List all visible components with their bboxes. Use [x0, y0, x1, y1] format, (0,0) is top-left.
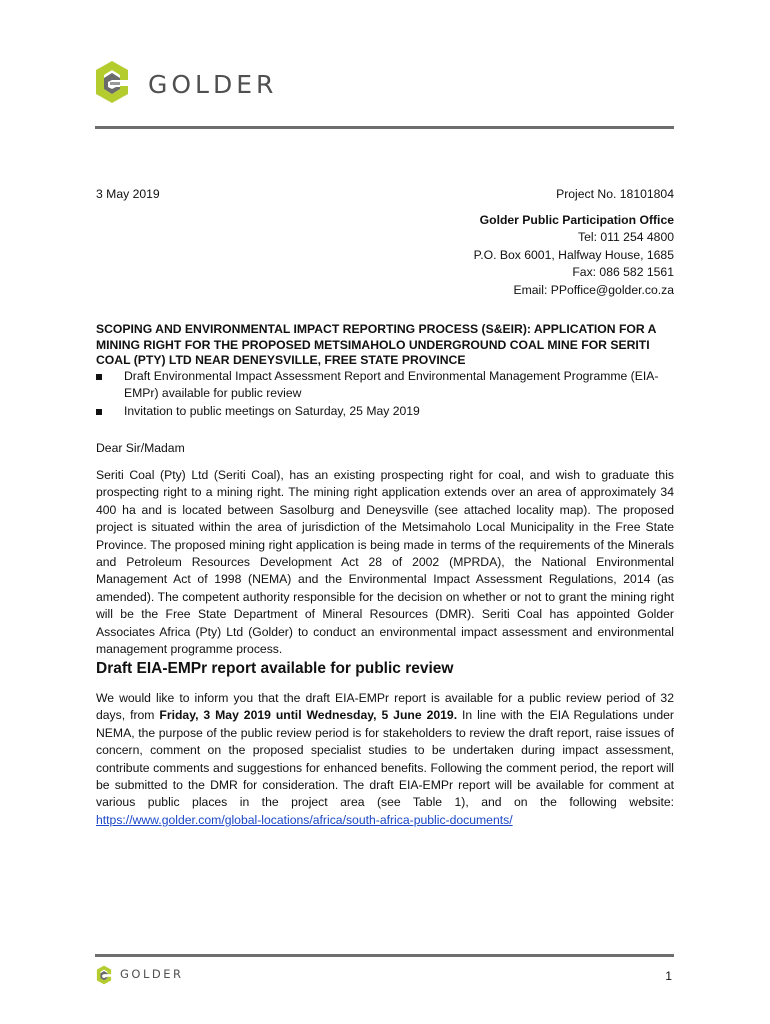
office-name: Golder Public Participation Office [479, 213, 674, 227]
page-number: 1 [665, 969, 672, 983]
list-item [96, 403, 674, 420]
office-tel: Tel: 011 254 4800 [578, 230, 674, 245]
bullet-text: Draft Environmental Impact Assessment Report and Environmental Management Programme (EIA-EMPr) available for public review [124, 369, 659, 401]
footer-logo [96, 965, 216, 987]
golder-logo-small-icon [96, 965, 112, 985]
list-item [96, 368, 674, 403]
header-rule [95, 126, 674, 129]
office-address [354, 212, 674, 299]
bullet-list [96, 368, 674, 420]
review-paragraph [96, 690, 674, 829]
letter-date: 3 May 2019 [96, 187, 160, 201]
subject-heading: SCOPING AND ENVIRONMENTAL IMPACT REPORTING PROCESS (S&EIR): APPLICATION FOR A MINING RIGHT FOR THE PROPOSED METSIMAHOLO UNDERGROUND COAL MINE FOR SERITI COAL (PTY) LTD NEAR DENEYSVILLE, FREE STATE PROVINCE [96, 322, 656, 368]
project-number: Project No. 18101804 [556, 187, 674, 201]
office-fax: Fax: 086 582 1561 [572, 265, 674, 280]
office-email: Email: PPoffice@golder.co.za [513, 282, 674, 297]
bullet-square-icon [96, 403, 124, 420]
footer-rule [95, 954, 674, 957]
salutation: Dear Sir/Madam [96, 441, 185, 455]
bullet-text: Invitation to public meetings on Saturday, 25 May 2019 [124, 403, 420, 418]
bullet-square-icon [96, 368, 124, 403]
review-text-end: In line with the EIA Regulations under NEMA, the purpose of the public review period is for stakeholders to review the draft report, raise issues of concern, comment on the proposed specialist studies to be undertaken during impact assessment, contribute comments and suggestions for enhanced benefits. Following the comment period, the report will be submitted to the DMR for consideration. The draft EIA-EMPr report will be available for comment at various public places in the project area (see Table 1), and on the following website: [96, 708, 674, 810]
footer-brand: GOLDER [120, 967, 184, 981]
office-po-box: P.O. Box 6001, Halfway House, 1685 [473, 247, 674, 262]
section-heading: Draft EIA-EMPr report available for public review [96, 660, 454, 677]
review-dates: Friday, 3 May 2019 until Wednesday, 5 June 2019. [159, 708, 458, 723]
header-logo [94, 60, 294, 108]
intro-paragraph: Seriti Coal (Pty) Ltd (Seriti Coal), has an existing prospecting right for coal, and wish to graduate this prospecting right to a mining right. The mining right application extends over an area of approximately 34 400 ha and is located between Sasolburg and Deneysville (see attached locality map). The proposed project is situated within the area of jurisdiction of the Metsimaholo Local Municipality in the Free State Province. The proposed mining right application is being made in terms of the requirements of the Minerals and Petroleum Resources Development Act 28 of 2002 (MPRDA), the National Environmental Management Act of 1998 (NEMA) and the Environmental Impact Assessment Regulations, 2014 (as amended). The competent authority responsible for the decision on whether or not to grant the mining right will be the Free State Department of Mineral Resources (DMR). Seriti Coal has appointed Golder Associates Africa (Pty) Ltd (Golder) to conduct an environmental impact assessment and environmental management programme process. [96, 468, 674, 657]
review-text-start: We would like to inform you that the draft EIA-EMPr report is available for a public review period of 32 days, from [96, 691, 674, 723]
public-documents-link[interactable]: https://www.golder.com/global-locations/africa/south-africa-public-documents/ [96, 812, 513, 827]
header-brand: GOLDER [148, 70, 278, 99]
golder-logo-icon [94, 60, 130, 104]
